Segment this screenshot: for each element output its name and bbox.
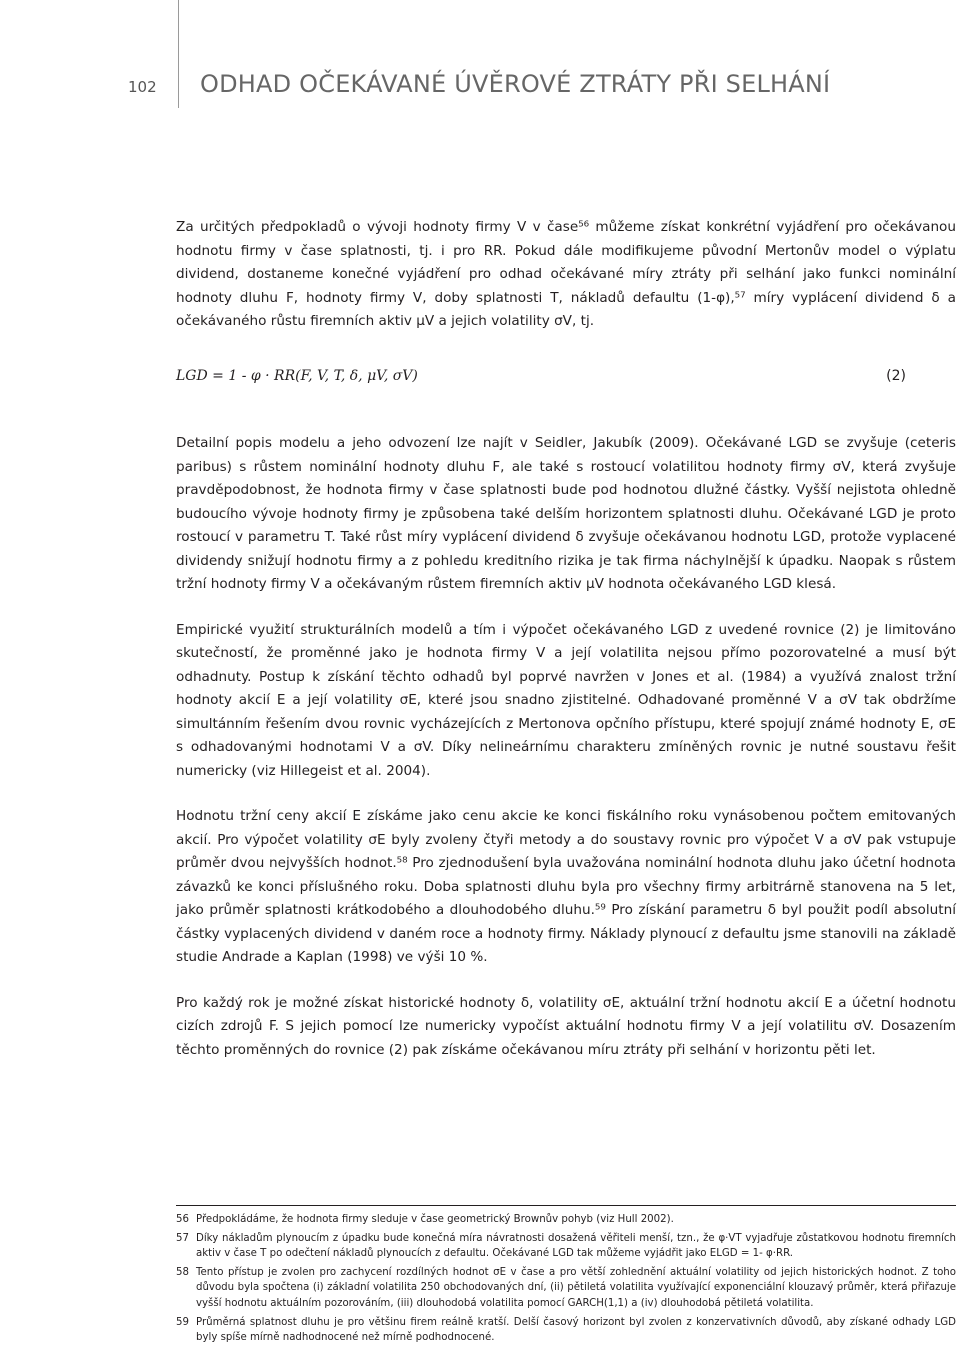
footnote <box>176 1265 956 1312</box>
equation-number: (2) <box>886 368 906 384</box>
footnote-number: 56 <box>176 1214 189 1225</box>
header-divider <box>178 0 179 108</box>
footnote <box>176 1231 956 1262</box>
page-number: 102 <box>128 78 157 96</box>
chapter-title: ODHAD OČEKÁVANÉ ÚVĚROVÉ ZTRÁTY PŘI SELHÁNÍ <box>200 70 831 98</box>
paragraph: Empirické využití strukturálních modelů a tím i výpočet očekávaného LGD z uvedené rovnice (2) je limitováno skutečností, že proměnné jako je hodnota firmy V a její volatilita nejsou přímo pozorovatelné a musí být odhadnuty. Postup k získání těchto odhadů byl poprvé navržen v Jones et al. (1984) a využívá znalost tržní hodnoty akcií E a její volatility σE, které jsou snadno zjistitelné. Odhadované proměnné V a σV tak obdržíme simultánním řešením dvou rovnic vycházejících z Mertonova opčního přístupu, které spojují známé hodnoty E, σE s odhadovanými hodnotami V a σV. Díky nelineárnímu charakteru zmíněných rovnic je nutné soustavu řešit numericky (viz Hillegeist et al. 2004). <box>176 621 956 779</box>
paragraph: Hodnotu tržní ceny akcií E získáme jako cenu akcie ke konci fiskálního roku vynásobenou počtem emitovaných akcií. Pro výpočet volatility σE byly zvoleny čtyři metody a do soustavy rovnic pro výpočet V a σV pak vstupuje průměr dvou nejvyšších hodnot.⁵⁸ Pro zjednodušení byla uvažována nominální hodnota dluhu jako účetní hodnota závazků ke konci příslušného roku. Doba splatnosti dluhu byla pro všechny firmy arbitrárně stanovena na 5 let, jako průměr splatnosti krátkodobého a dlouhodobého dluhu.⁵⁹ Pro získání parametru δ byl použit podíl absolutní částky vyplacených dividend v daném roce a hodnoty firmy. Náklady plynoucí z defaultu jsme stanovili na základě studie Andrade a Kaplan (1998) ve výši 10 %. <box>176 808 956 965</box>
equation-formula: LGD = 1 - φ · RR(F, V, T, δ, μV, σV) <box>176 368 418 384</box>
footnote-number: 59 <box>176 1316 189 1328</box>
paragraph: Detailní popis modelu a jeho odvození lze najít v Seidler, Jakubík (2009). Očekávané LGD se zvyšuje (ceteris paribus) s růstem nominální hodnoty dluhu F, ale také s rostoucí volatilitou hodnoty firmy σV, která zvyšuje pravděpodobnost, že hodnota firmy v čase splatnosti bude pod hodnotou dlužné částky. Vyšší nejistota ohledně budoucího vývoje hodnoty firmy je způsobena také delším horizontem splatnosti dluhu. Očekávané LGD je proto rostoucí v parametru T. Také růst míry vyplácení dividend δ zvyšuje očekávanou hodnotu LGD, protože vyplacené dividendy snižují hodnotu firmy a z pohledu kreditního rizika je tak firma náchylnější k úpadku. Naopak s růstem tržní hodnoty firmy V a očekávaným růstem firemních aktiv μV hodnota očekávaného LGD klesá. <box>176 435 956 592</box>
footnote-number: 58 <box>176 1266 189 1278</box>
paragraph: Pro každý rok je možné získat historické hodnoty δ, volatility σE, aktuální tržní hodnotu akcií E a účetní hodnotu cizích zdrojů F. S jejich pomocí lze numericky vypočíst aktuální hodnotu firmy V a její volatilitu σV. Dosazením těchto proměnných do rovnice (2) pak získáme očekávanou míru ztráty při selhání v horizontu pěti let. <box>176 994 956 1058</box>
footnote-text: Díky nákladům plynoucím z úpadku bude konečná míra návratnosti dosažená věřiteli menší, tzn., že φ·VT vyjadřuje zůstatkovou hodnotu firemních aktiv v čase T po odečtení nákladů plynoucích z defaultu. Očekávané LGD tak můžeme vyjádřit jako ELGD = 1- φ·RR. <box>196 1232 956 1260</box>
page-header <box>0 0 960 115</box>
body-section-intro <box>176 216 956 334</box>
footnote-number: 57 <box>176 1232 189 1244</box>
footnote-text: Tento přístup je zvolen pro zachycení rozdílných hodnot σE v čase a pro větší zohlednění aktuální volatility od jejich historických hodnot. Z toho důvodu byla spočtena (i) základní volatilita 250 obchodovaných dní, (ii) pětiletá volatilita využívající exponenciální klouzavý průměr, která přiřazuje vyšší hodnotu aktuálním pozorováním, (iii) dlouhodobá volatilita pomocí GARCH(1,1) a (iv) dlouhodobá pětiletá volatilita. <box>196 1266 956 1309</box>
footnotes <box>176 1205 956 1349</box>
footnote <box>176 1212 956 1228</box>
footnote <box>176 1315 956 1346</box>
equation <box>176 368 906 394</box>
paragraph: Za určitých předpokladů o vývoji hodnoty firmy V v čase⁵⁶ můžeme získat konkrétní vyjádření pro očekávanou hodnotu firmy v čase splatnosti, tj. i pro RR. Pokud dále modifikujeme původní Mertonův model o výplatu dividend, dostaneme konečné vyjádření pro odhad očekávané míry ztráty při selhání jako funkci nominální hodnoty dluhu F, hodnoty firmy V, doby splatnosti T, nákladů defaultu (1-φ),⁵⁷ míry vyplácení dividend δ a očekávaného růstu firemních aktiv μV a jejich volatility σV, tj. <box>176 219 956 329</box>
body-section-main <box>176 432 956 1062</box>
footnote-text: Předpokládáme, že hodnota firmy sleduje v čase geometrický Brownův pohyb (viz Hull 2002). <box>196 1214 674 1225</box>
footnote-text: Průměrná splatnost dluhu je pro většinu firem reálně kratší. Delší časový horizont byl zvolen z konzervativních důvodů, aby získané odhady LGD byly spíše mírně nadhodnocené než mírně podhodnocené. <box>196 1316 956 1344</box>
